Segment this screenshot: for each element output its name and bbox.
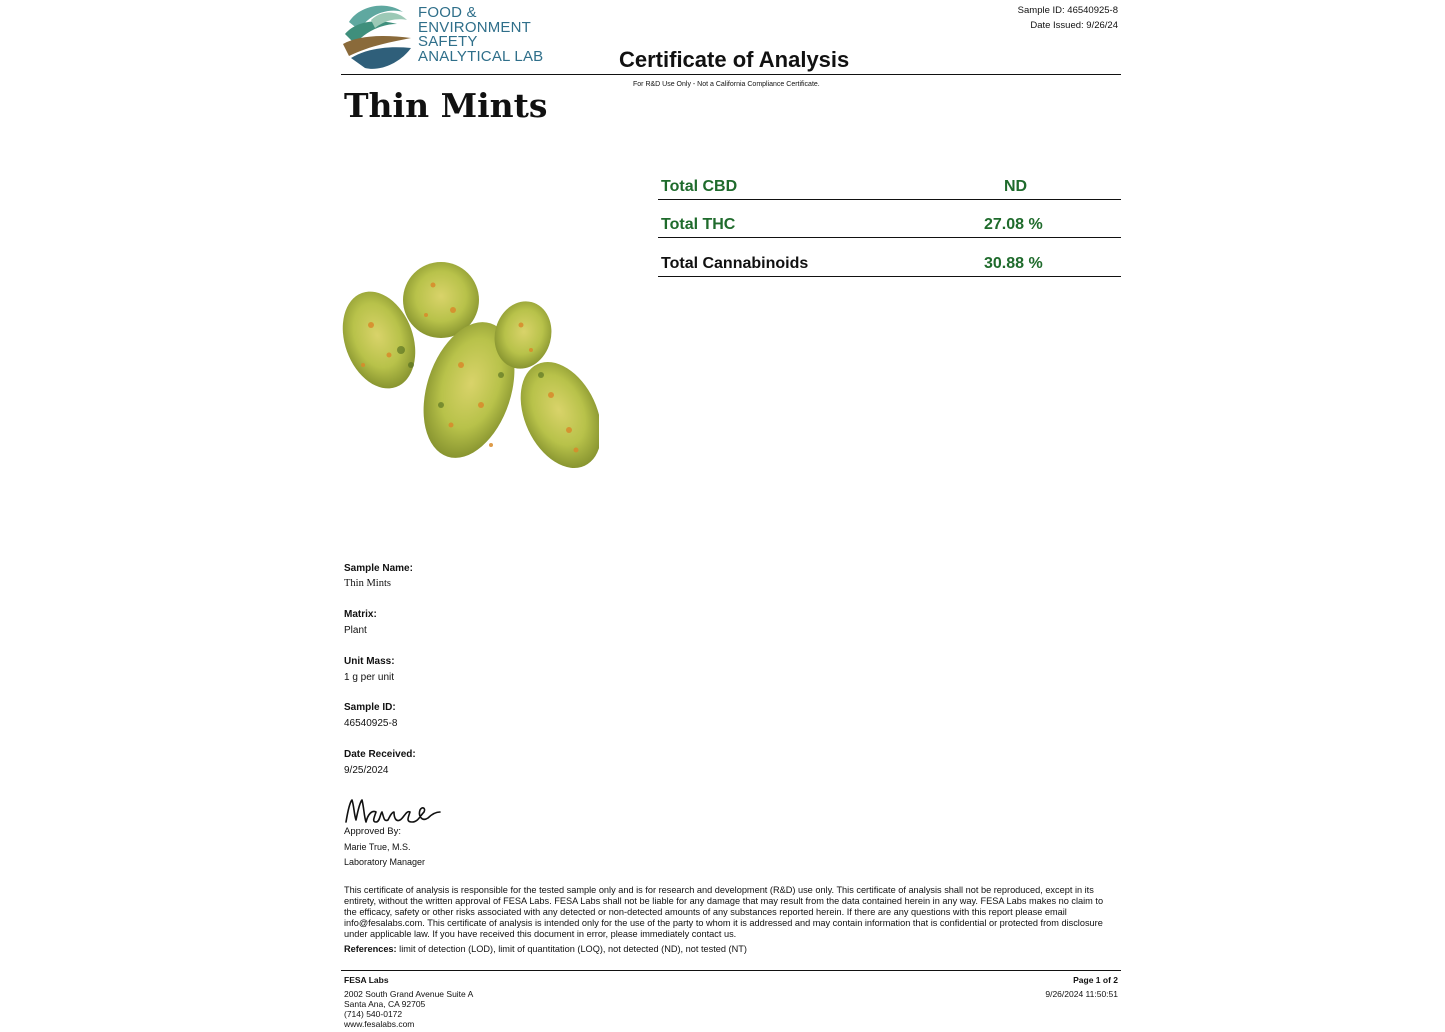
header-sample-meta — [1018, 3, 1118, 33]
footer-address-line: Santa Ana, CA 92705 — [344, 999, 426, 1009]
product-name: Thin Mints — [344, 86, 548, 125]
matrix-label: Matrix: — [344, 609, 377, 620]
legal-disclaimer: This certificate of analysis is responsible for the tested sample only and is for research and development (R&D) use only. This certificate of analysis shall not be reproduced, except in its entirety, without the written approval of FESA Labs. FESA Labs shall not be liable for any damage that may result from the data contained herein in any way. FESA Labs makes no claim to the efficacy, safety or other risks associated with any detected or non-detected amounts of any substances reported herein. If there are any questions with this report please email info@fesalabs.com. This certificate of analysis is intended only for the use of the party to whom it is addressed and may contain information that is confidential or protected from disclosure under applicable law. If you have received this document in error, please immediately contact us. — [344, 885, 1104, 939]
footer-phone: (714) 540-0172 — [344, 1009, 403, 1019]
summary-value: ND — [1004, 178, 1028, 195]
logo-line: FOOD & — [418, 4, 477, 21]
document-title: Certificate of Analysis — [619, 47, 850, 72]
sample-id-value: 46540925-8 — [344, 718, 398, 729]
summary-value: 30.88 % — [984, 255, 1043, 272]
summary-label: Total THC — [661, 216, 736, 233]
footer-divider — [341, 970, 1121, 971]
lab-logo-text — [418, 6, 543, 64]
lab-logo — [341, 0, 544, 72]
logo-line: ANALYTICAL LAB — [418, 47, 544, 65]
header-sample-id: Sample ID: 46540925-8 — [1017, 5, 1118, 16]
unit-mass-value: 1 g per unit — [344, 672, 395, 683]
footer-website[interactable]: www.fesalabs.com — [344, 1019, 415, 1029]
header-date-issued: Date Issued: 9/26/24 — [1030, 20, 1118, 31]
signature-image — [342, 792, 442, 828]
approver-name: Marie True, M.S. — [344, 842, 411, 852]
matrix-value: Plant — [344, 625, 367, 636]
logo-line: ENVIRONMENT — [418, 18, 532, 36]
summary-row-total-cannabinoids — [658, 238, 1121, 277]
page-number: Page 1 of 2 — [1073, 975, 1118, 985]
summary-row-thc — [658, 199, 1121, 238]
sample-name-value: Thin Mints — [344, 578, 391, 589]
unit-mass-label: Unit Mass: — [344, 656, 395, 667]
references-label: References: — [344, 944, 397, 954]
date-received-label: Date Received: — [344, 749, 416, 760]
footer-page-info — [1045, 975, 1118, 999]
logo-line: SAFETY — [418, 33, 478, 50]
summary-label: Total CBD — [661, 178, 738, 195]
product-photo — [341, 255, 599, 473]
sample-id-label: Sample ID: — [344, 702, 396, 713]
approved-by-label: Approved By: — [344, 826, 402, 837]
references-text: limit of detection (LOD), limit of quantitation (LOQ), not detected (ND), not tested (NT) — [399, 944, 747, 954]
sample-name-label: Sample Name: — [344, 563, 413, 574]
date-received-value: 9/25/2024 — [344, 765, 389, 776]
footer-timestamp: 9/26/2024 11:50:51 — [1045, 989, 1118, 999]
footer-address-line: 2002 South Grand Avenue Suite A — [344, 989, 474, 999]
summary-row-cbd — [658, 161, 1121, 200]
references — [344, 944, 747, 954]
header-divider — [341, 74, 1121, 75]
lab-logo-mark-icon — [341, 0, 413, 72]
compliance-disclaimer: For R&D Use Only - Not a California Compliance Certificate. — [633, 81, 820, 88]
summary-label: Total Cannabinoids — [661, 255, 809, 272]
approver-role: Laboratory Manager — [344, 857, 426, 867]
footer-company-info — [344, 975, 473, 1029]
summary-value: 27.08 % — [984, 216, 1043, 233]
footer-company: FESA Labs — [344, 975, 389, 985]
